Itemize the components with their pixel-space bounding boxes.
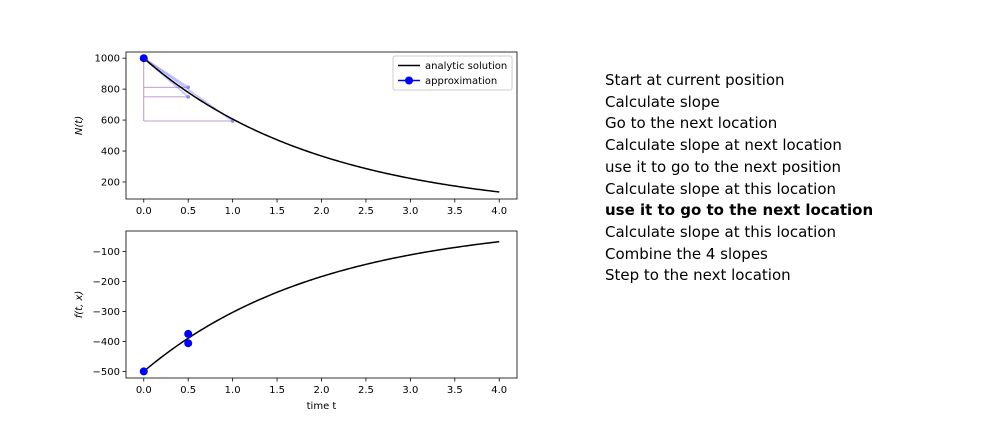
step-item: Go to the next location [605,114,778,133]
step-list [605,70,873,287]
slope-curve [144,242,499,372]
y-tick-label: 200 [100,177,120,189]
x-tick-label: 3.0 [402,385,419,396]
slope-point [184,330,192,338]
step-item: Calculate slope [605,92,720,111]
step-item: Combine the 4 slopes [605,244,768,263]
legend-analytic-label: analytic solution [425,61,508,72]
step-item: Calculate slope at next location [605,136,842,155]
x-tick-label: 2.0 [313,385,330,396]
step-item: Calculate slope at this location [605,179,836,198]
y-tick-label: 1000 [94,53,120,65]
stage-point [186,95,190,99]
x-tick-label: 1.5 [269,385,286,396]
slope-point [184,339,192,347]
y-tick-label: −100 [92,246,120,258]
x-tick-label: 3.5 [446,206,463,217]
x-tick-label: 0.0 [135,385,152,396]
slope-point [140,367,148,375]
y-tick-label: 600 [100,115,120,127]
x-tick-label: 1.5 [269,206,286,217]
y-tick-label: −500 [92,366,120,378]
x-tick-label: 3.0 [402,206,419,217]
y-tick-label: −400 [92,336,120,348]
x-tick-label: 4.0 [491,206,508,217]
x-tick-label: 0.0 [135,206,152,217]
legend-approximation-marker [405,77,413,85]
bottom-plot-frame [126,231,517,378]
top-plot [74,52,517,217]
x-tick-label: 1.0 [224,385,241,396]
step-item: Calculate slope at this location [605,222,836,241]
step-item: use it to go to the next location [605,201,874,220]
legend [393,56,512,90]
step-item: Start at current position [605,71,785,89]
x-tick-label: 2.0 [313,206,330,217]
y-tick-label: −300 [92,306,120,318]
y-tick-label: 400 [100,146,120,158]
bottom-x-axis-label: time t [306,401,337,412]
x-tick-label: 3.5 [446,385,463,396]
x-tick-label: 4.0 [491,385,508,396]
x-tick-label: 0.5 [180,206,197,217]
step-item: use it to go to the next position [605,157,842,176]
y-tick-label: −200 [92,276,120,288]
legend-approximation-label: approximation [425,76,498,87]
y-tick-label: 800 [100,84,120,96]
x-tick-label: 2.5 [357,385,374,396]
bottom-plot [74,231,517,412]
x-tick-label: 0.5 [180,385,197,396]
step-item: Step to the next location [605,266,791,285]
top-y-axis-label: N(t) [74,115,85,136]
approximation-point [140,54,148,62]
x-tick-label: 2.5 [357,206,374,217]
bottom-y-axis-label: f(t, x) [74,290,85,319]
x-tick-label: 1.0 [224,206,241,217]
